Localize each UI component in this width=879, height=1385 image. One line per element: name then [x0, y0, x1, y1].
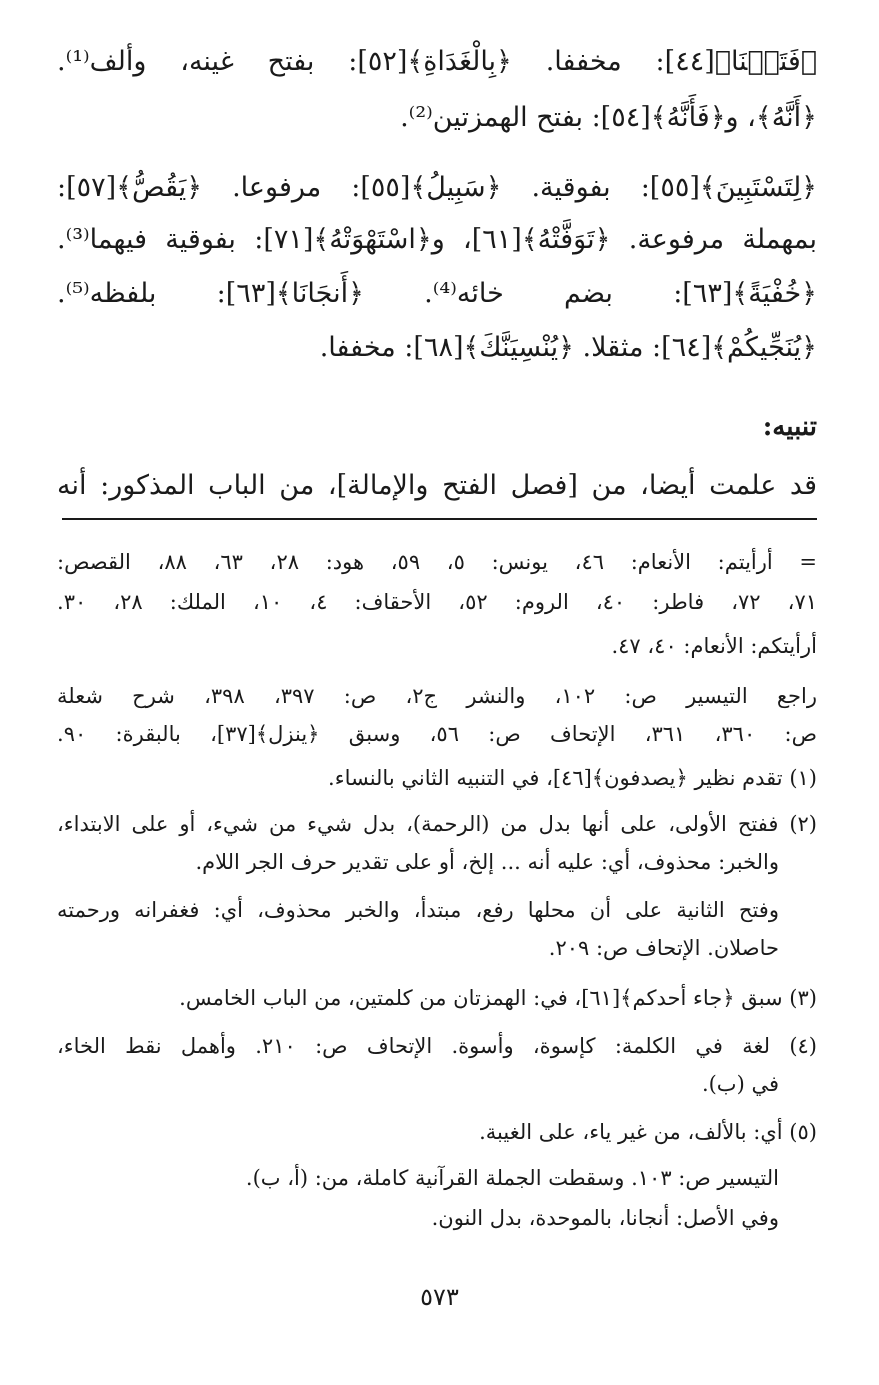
main-text-line-3: ﴿لِتَسْتَبِينَ﴾[٥٥]: بفوقية. ﴿سَبِيلُ﴾[٥٥]: مرفوعا. ﴿يَقُصُّ﴾[٥٧]: [57, 172, 817, 203]
main-text-line-2: ﴿أَنَّهُ﴾، و﴿فَأَنَّهُ﴾[٥٤]: بفتح الهمزتين⁽²⁾. [400, 102, 817, 133]
main-text-line-4: بمهملة مرفوعة. ﴿تَوَفَّتْهُ﴾[٦١]، و﴿اسْتَهْوَتْهُ﴾[٧١]: بفوقية فيهما⁽³⁾. [57, 224, 817, 255]
footnote-4-line-1: (٤) لغة في الكلمة: كإسوة، وأسوة. الإتحاف ص: ٢١٠. وأهمل نقط الخاء، [57, 1034, 817, 1058]
footnote-2-line-3: وفتح الثانية على أن محلها رفع، مبتدأ، والخبر محذوف، أي: فغفرانه ورحمته [57, 898, 779, 922]
section-heading: تنبيه: [762, 412, 817, 442]
footnote-separator [62, 518, 817, 520]
page-number: ٥٧٣ [420, 1283, 459, 1311]
footnote-2-line-4: حاصلان. الإتحاف ص: ٢٠٩. [548, 936, 779, 960]
footnote-5-line-2: التيسير ص: ١٠٣. وسقطت الجملة القرآنية كاملة، من: (أ، ب). [245, 1166, 779, 1190]
footnote-5-line-1: (٥) أي: بالألف، من غير ياء، على الغيبة. [479, 1120, 817, 1144]
footnote-line-4: راجع التيسير ص: ١٠٢، والنشر ج٢، ص: ٣٩٧، ٣٩٨، شرح شعلة [57, 684, 818, 708]
footnote-1: (١) تقدم نظير ﴿يصدفون﴾[٤٦]، في التنبيه الثاني بالنساء. [328, 766, 817, 790]
footnote-2-line-1: (٢) ففتح الأولى، على أنها بدل من (الرحمة)، بدل شيء من شيء، أو على الابتداء، [57, 812, 817, 836]
main-text-line-1: ﴿فَتَحۡنَا﴾[٤٤]: مخففا. ﴿بِالْغَدَاةِ﴾[٥٢]: بفتح غينه، وألف⁽¹⁾. [57, 46, 817, 77]
footnote-line-2: ٧١، ٧٢، فاطر: ٤٠، الروم: ٥٢، الأحقاف: ٤، ١٠، الملك: ٢٨، ٣٠. [57, 590, 817, 614]
footnote-line-3: أرأيتكم: الأنعام: ٤٠، ٤٧. [611, 634, 817, 658]
footnote-3: (٣) سبق ﴿جاء أحدكم﴾[٦١]، في: الهمزتان من كلمتين، من الباب الخامس. [179, 986, 817, 1010]
main-text-continuation: قد علمت أيضا، من [فصل الفتح والإمالة]، من الباب المذكور: أنه [57, 470, 817, 501]
main-text-line-5: ﴿خُفْيَةً﴾[٦٣]: بضم خائه⁽⁴⁾. ﴿أَنجَانَا﴾[٦٣]: بلفظه⁽⁵⁾. [57, 278, 817, 309]
footnote-line-5: ص: ٣٦٠، ٣٦١، الإتحاف ص: ٥٦، وسبق ﴿ينزل﴾[٣٧]، بالبقرة: ٩٠. [57, 722, 818, 746]
footnote-5-line-3: وفي الأصل: أنجانا، بالموحدة، بدل النون. [431, 1206, 779, 1230]
footnote-line-1: = أرأيتم: الأنعام: ٤٦، يونس: ٥، ٥٩، هود: ٢٨، ٦٣، ٨٨، القصص: [57, 550, 818, 574]
footnote-4-line-2: في (ب). [701, 1072, 779, 1096]
footnote-2-line-2: والخبر: محذوف، أي: عليه أنه ... إلخ، أو على تقدير حرف الجر اللام. [195, 850, 779, 874]
main-text-line-6: ﴿يُنَجِّيكُمْ﴾[٦٤]: مثقلا. ﴿يُنْسِيَنَّكَ﴾[٦٨]: مخففا. [319, 332, 817, 363]
